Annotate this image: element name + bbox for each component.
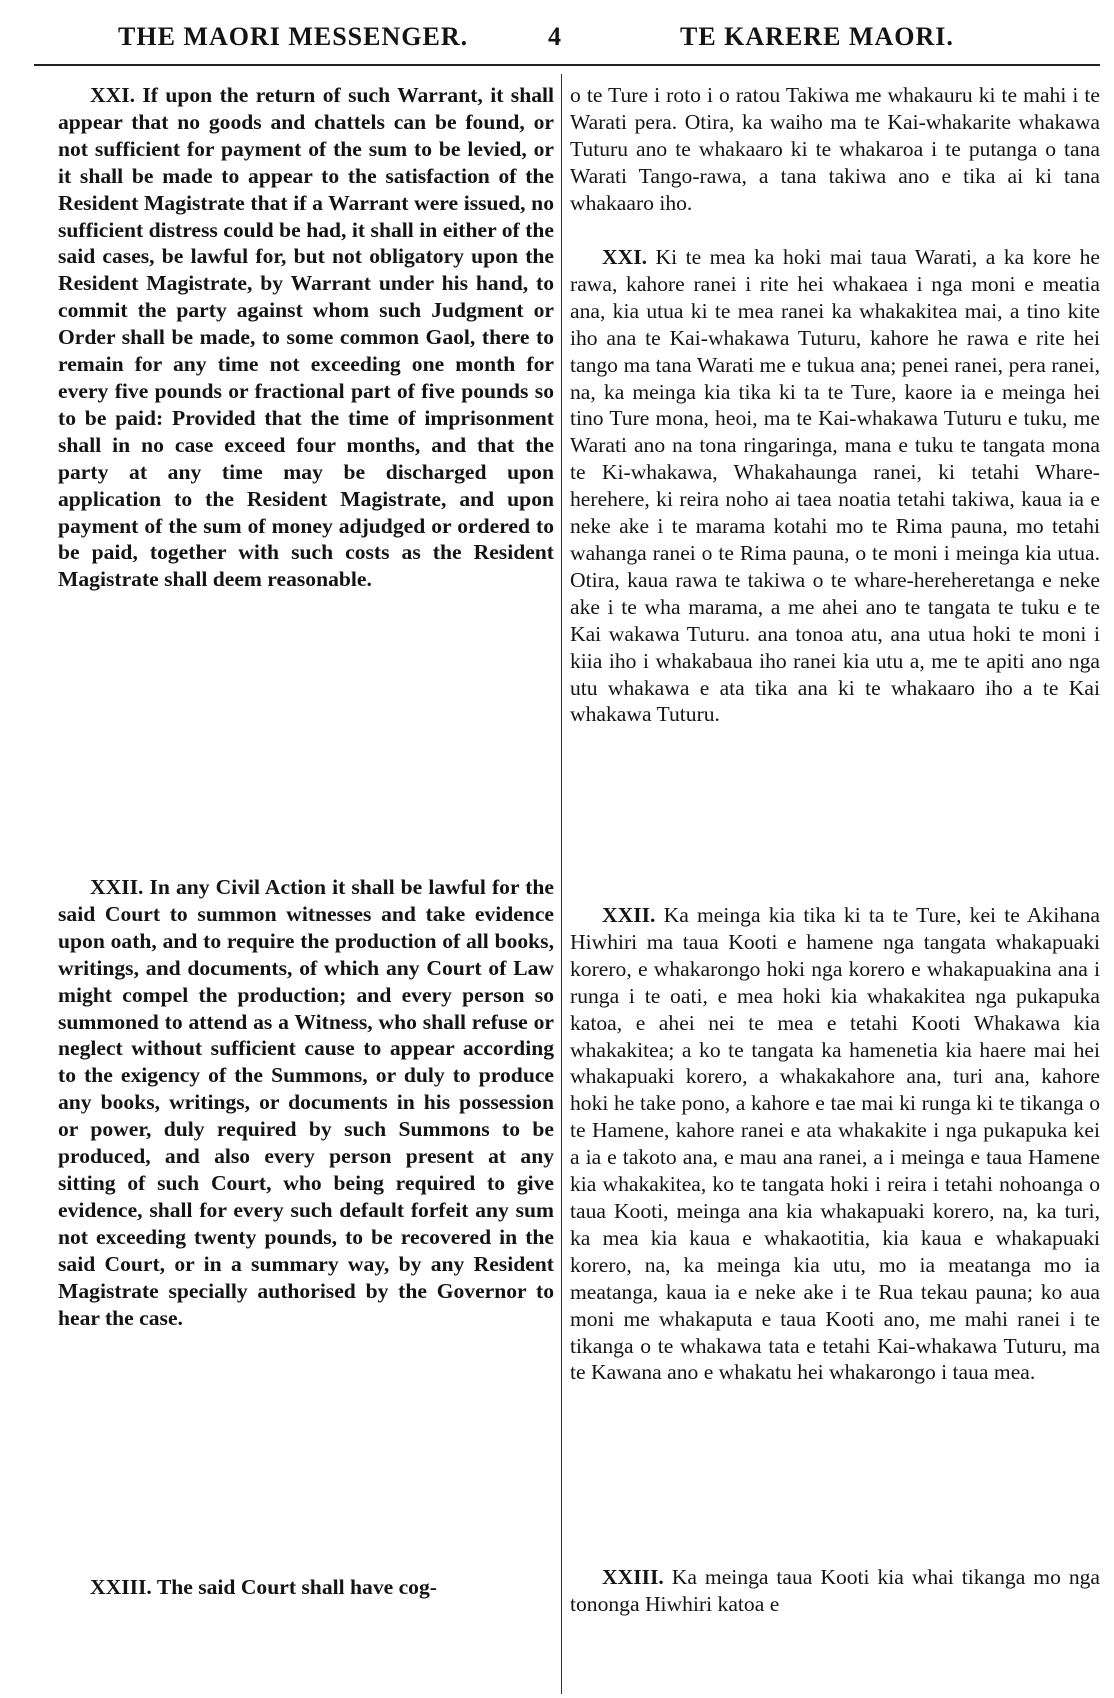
- section-number: XXIII.: [602, 1565, 664, 1589]
- section-number: XXIII.: [90, 1575, 152, 1599]
- section-number: XXI.: [602, 245, 647, 269]
- column-divider: [561, 74, 562, 1694]
- section-number: XXII.: [90, 875, 144, 899]
- section-text: o te Ture i roto i o ratou Takiwa me whakauru ki te mahi i te Warati pera. Otira, ka waiho ma te Kai-whakarite whakawa Tuturu ano te whakaaro ki te whakaroa i te putanga o tana Warati Tango-rawa, a tana takiwa ano e tika ai ki tana whakaaro iho.: [570, 83, 1100, 215]
- section-text: Ki te mea ka hoki mai taua Warati, a ka kore he rawa, kahore ranei i rite hei whakaea i nga moni e meatia ana, kia utua ki te mea ranei ka whakakitea mai, a tino kite iho ana te Kai-whakawa Tuturu, kahore he rawa e rite hei tango ma tana Warati me e tukua ana; penei ranei, pera ranei, na, ka meinga kia tika ki ta te Ture, kaore ia e meinga hei tino Ture mona, heoi, ma te Kai-whakawa Tuturu e tuku, me Warati ano na tona ringaringa, mana e tuku te tangata mona te Ki-whakawa, Whakahaunga ranei, ki tetahi Whare-herehere, ki reira noho ai taea noatia tetahi takiwa, kaua ia e neke ake i te marama kotahi mo te Rima pauna, mo tetahi wahanga ranei o te Rima pauna, o te moni i meinga kia utua. Otira, kaua rawa te takiwa o te whare-hereheretanga e neke ake i te wha marama, a me ahei ano te tangata te tuku e te Kai wakawa Tuturu. ana tonoa atu, ana utua hoki te moni i kiia iho i whakabaua iho ranei kia utu a, me te apiti ano nga utu whakawa e ata tika ana ki te whakaaro iho a te Kai whakawa Tuturu.: [570, 245, 1100, 727]
- section-text: The said Court shall have cog-: [156, 1575, 437, 1599]
- english-section-22: [58, 874, 554, 1331]
- section-text: Ka meinga kia tika ki ta te Ture, kei te Akihana Hiwhiri ma taua Kooti e hamene nga tangata whakapuaki korero, e whakarongo hoki nga korero e whakapuakina ana i runga i te oati, e mea hoki kia whakakitea nga pukapuka katoa, e ahei nei te mea e tetahi Kooti Whakawa kia whakakitea; a ko te tangata ka hamenetia kia haere mai hei whakapuaki korero, a whakakahore ana, turi ana, kahore hoki he take pono, a kahore e tae mai ki runga ki te tikanga o te Hamene, kahore ranei e ata whakakite i nga pukapuka kei a ia e takoto ana, e mau ana ranei, a i meinga e taua Hamene kia whakakitea, ko te tangata hoki i reira i tetahi nohoanga o taua Kooti, meinga ana kia whakapuaki korero, na, ka turi, ka mea kia kaua e whakaotitia, kia kaua e whakapuaki korero, na, ka meinga kia utu, mo ia meatanga mo ia meatanga, kaua ia e neke ake i te Rua tekau pauna; ko aua moni me whakaputa e taua Kooti ano, me mahi ranei i te tikanga o te whakawa tata e tetahi Kai-whakawa Tuturu, ma te Kawana ano e whakatu hei whakarongo i taua mea.: [570, 903, 1100, 1385]
- maori-section-21: [570, 244, 1100, 728]
- english-masthead: THE MAORI MESSENGER.: [118, 22, 469, 51]
- english-section-21: [58, 82, 554, 593]
- page-header: [0, 22, 1114, 56]
- section-text: In any Civil Action it shall be lawful for the said Court to summon witnesses and take evidence upon oath, and to require the production of all books, writings, and documents, of which any Court of Law might compel the production; and every person so summoned to attend as a Witness, who shall refuse or neglect without sufficient cause to appear according to the exigency of the Summons, or duly to produce any books, writings, or documents in his possession or power, duly required by such Summons to be produced, and also every person present at any sitting of such Court, who being required to give evidence, shall for every such default forfeit any sum not exceeding twenty pounds, to be recovered in the said Court, or in a summary way, by any Resident Magistrate specially authorised by the Governor to hear the case.: [58, 875, 554, 1330]
- maori-section-20-continued: [570, 82, 1100, 217]
- maori-section-22: [570, 902, 1100, 1386]
- maori-masthead: TE KARERE MAORI.: [680, 22, 954, 51]
- page-number: 4: [548, 22, 562, 51]
- section-text: If upon the return of such Warrant, it shall appear that no goods and chattels can be found, or not sufficient for payment of the sum to be levied, or it shall be made to appear to the satisfaction of the Resident Magistrate that if a Warrant were issued, no sufficient distress could be had, it shall in either of the said cases, be lawful for, but not obligatory upon the Resident Magistrate, by Warrant under his hand, to commit the party against whom such Judgment or Order shall be made, to some common Gaol, there to remain for any time not exceeding one month for every five pounds or fractional part of five pounds so to be paid: Provided that the time of imprisonment shall in no case exceed four months, and that the party at any time may be discharged upon application to the Resident Magistrate, and upon payment of the sum of money adjudged or ordered to be paid, together with such costs as the Resident Magistrate shall deem reasonable.: [58, 83, 554, 592]
- english-section-23: [58, 1574, 554, 1601]
- section-number: XXI.: [90, 83, 135, 107]
- section-number: XXII.: [602, 903, 656, 927]
- maori-section-23: [570, 1564, 1100, 1618]
- header-rule: [34, 64, 1100, 66]
- section-text: Ka meinga taua Kooti kia whai tikanga mo nga tononga Hiwhiri katoa e: [570, 1565, 1101, 1616]
